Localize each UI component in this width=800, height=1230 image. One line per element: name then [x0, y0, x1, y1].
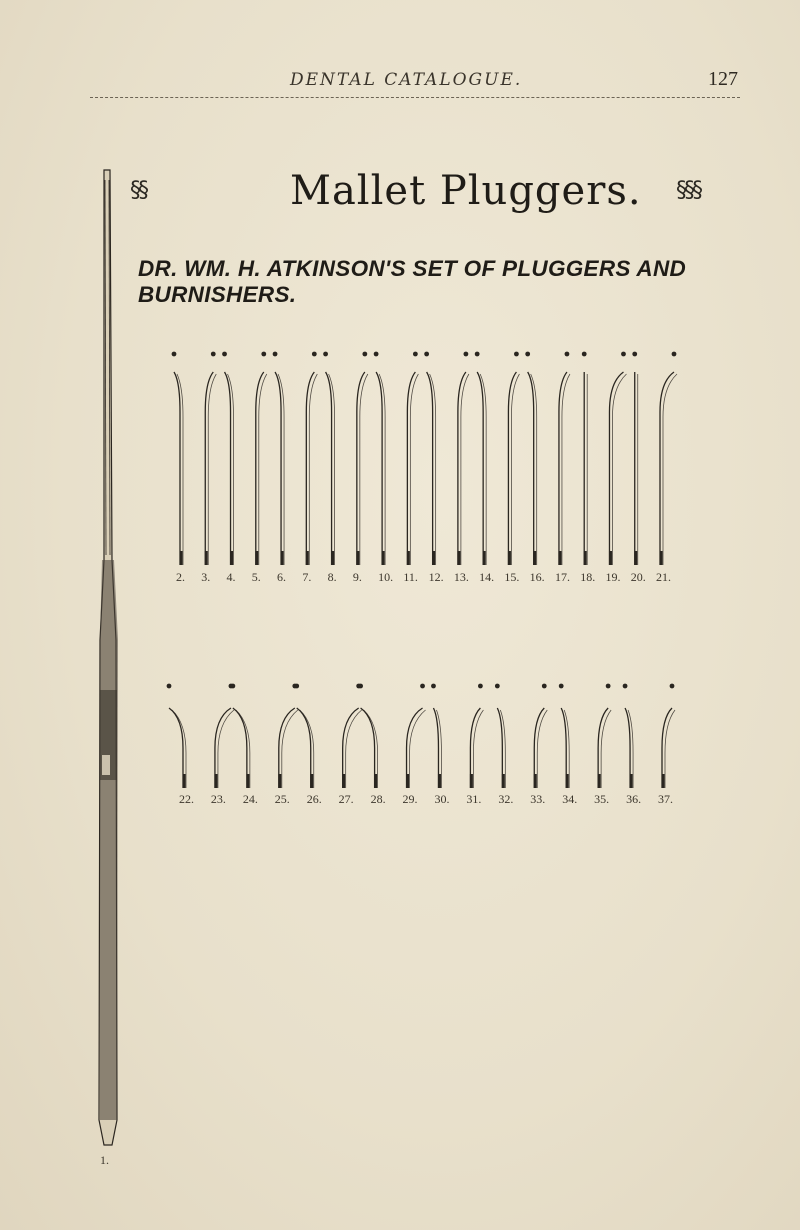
point-mark — [632, 352, 637, 357]
instrument-15 — [504, 352, 519, 584]
figure-number-label: 11. — [403, 570, 418, 584]
instrument-base — [214, 774, 217, 788]
point-mark — [362, 352, 367, 357]
instrument-base — [281, 551, 284, 565]
figure-number-label: 32. — [498, 792, 514, 806]
figure-number-label: 30. — [434, 792, 450, 806]
instrument-shank-edge — [511, 374, 519, 565]
instrument-base — [483, 551, 486, 565]
point-mark — [172, 352, 177, 357]
instrument-29 — [403, 684, 426, 806]
instrument-26 — [294, 684, 321, 806]
instrument-base — [306, 551, 309, 565]
instrument-13 — [454, 352, 469, 584]
instrument-shank — [561, 708, 566, 788]
figure-number-label: 13. — [453, 570, 469, 584]
point-mark — [167, 684, 172, 689]
instrument-shank-edge — [208, 374, 216, 565]
figure-number-label: 28. — [370, 792, 386, 806]
instrument-shank-edge — [473, 710, 483, 788]
figure-number-label: 6. — [277, 570, 287, 584]
ornament-left-icon: §§ — [130, 178, 146, 203]
instrument-shank-edge — [259, 374, 267, 565]
instrument-base — [502, 774, 505, 788]
instrument-base — [584, 551, 587, 565]
figure-number-label: 26. — [306, 792, 322, 806]
instrument-base — [205, 551, 208, 565]
instrument-16 — [525, 352, 544, 584]
figure-number-label: 20. — [630, 570, 646, 584]
instrument-base — [180, 551, 183, 565]
point-mark — [525, 352, 530, 357]
instrument-base — [310, 774, 313, 788]
instrument-shank — [225, 372, 231, 565]
figure-number-label: 4. — [226, 570, 236, 584]
instrument-30 — [431, 684, 449, 806]
instrument-base — [470, 774, 473, 788]
figure-number-label: 37. — [658, 792, 673, 806]
figure-number-label: 16. — [529, 570, 545, 584]
point-mark — [495, 684, 500, 689]
point-mark — [478, 684, 483, 689]
point-mark — [424, 352, 429, 357]
instrument-base — [660, 551, 663, 565]
instrument-3 — [201, 352, 216, 584]
section-title: Mallet Pluggers. — [290, 168, 642, 214]
figure-number-label: 36. — [626, 792, 642, 806]
instrument-21 — [656, 352, 677, 584]
instrument-shank — [275, 372, 281, 565]
point-mark — [670, 684, 675, 689]
figure-number-label: 14. — [479, 570, 495, 584]
instrument-6 — [273, 352, 286, 584]
row-2-instruments — [167, 684, 675, 806]
instrument-shank-edge — [663, 374, 677, 565]
instrument-shank-edge — [461, 374, 469, 565]
figure-number-label: 29. — [402, 792, 418, 806]
instrument-14 — [475, 352, 494, 584]
instrument-base — [438, 774, 441, 788]
instrument-base — [662, 774, 665, 788]
instrument-base — [342, 774, 345, 788]
instrument-31 — [466, 684, 483, 806]
instrument-28 — [358, 684, 385, 806]
instrument-8 — [323, 352, 336, 584]
instrument-shank-edge — [601, 710, 611, 788]
ornament-right-icon: §§§ — [676, 178, 700, 203]
instrument-base — [278, 774, 281, 788]
instrument-base — [634, 551, 637, 565]
point-mark — [294, 684, 299, 689]
instrument-shank — [169, 708, 183, 788]
instrument-shank — [297, 708, 311, 788]
point-mark — [514, 352, 519, 357]
instrument-7 — [302, 352, 317, 584]
point-mark — [623, 684, 628, 689]
instrument-shank — [433, 708, 438, 788]
instrument-27 — [339, 684, 362, 806]
figure-number-label: 22. — [179, 792, 194, 806]
figure-number-label: 12. — [428, 570, 444, 584]
instrument-32 — [495, 684, 513, 806]
instrument-base — [432, 551, 435, 565]
instrument-17 — [555, 352, 570, 584]
figure-number-label: 21. — [656, 570, 671, 584]
instrument-9 — [353, 352, 368, 584]
figure-number-label: 17. — [554, 570, 570, 584]
instrument-shank-edge — [360, 374, 368, 565]
point-mark — [230, 684, 235, 689]
figure-number-label: 18. — [580, 570, 596, 584]
figure-number-label: 8. — [327, 570, 337, 584]
instrument-2 — [172, 352, 185, 584]
instrument-shank-edge — [410, 374, 418, 565]
instrument-shank-edge — [218, 710, 234, 788]
figure-number-label: 31. — [466, 792, 482, 806]
instrument-base — [558, 551, 561, 565]
row-1-instruments — [172, 352, 677, 584]
point-mark — [261, 352, 266, 357]
instrument-4 — [222, 352, 235, 584]
point-mark — [323, 352, 328, 357]
instrument-23 — [211, 684, 234, 806]
instrument-shank — [376, 372, 382, 565]
instrument-base — [630, 774, 633, 788]
instrument-shank — [609, 372, 623, 565]
instrument-shank-edge — [562, 374, 570, 565]
instrument-shank-edge — [410, 710, 426, 788]
figure-number-label: 2. — [176, 570, 185, 584]
point-mark — [211, 352, 216, 357]
figure-number-label: 10. — [378, 570, 394, 584]
instrument-33 — [530, 684, 547, 806]
instrument-shank — [497, 708, 502, 788]
instrument-base — [382, 551, 385, 565]
point-mark — [312, 352, 317, 357]
figure-number-label: 23. — [210, 792, 226, 806]
instrument-base — [356, 551, 359, 565]
instrument-shank-edge — [612, 374, 626, 565]
instrument-shank-edge — [665, 710, 675, 788]
figure-number-label: 3. — [201, 570, 211, 584]
figure-number-label: 27. — [338, 792, 354, 806]
point-mark — [222, 352, 227, 357]
instrument-shank — [326, 372, 332, 565]
instrument-base — [255, 551, 258, 565]
instrument-11 — [403, 352, 418, 584]
point-mark — [582, 352, 587, 357]
instrument-shank-edge — [282, 710, 298, 788]
instrument-base — [406, 774, 409, 788]
instrument-base — [374, 774, 377, 788]
point-mark — [431, 684, 436, 689]
instrument-shank — [528, 372, 534, 565]
instrument-base — [331, 551, 334, 565]
instrument-base — [183, 774, 186, 788]
point-mark — [559, 684, 564, 689]
instrument-shank-edge — [309, 374, 317, 565]
figure-number-label: 15. — [504, 570, 520, 584]
instrument-34 — [559, 684, 577, 806]
point-mark — [565, 352, 570, 357]
figure-number-label: 35. — [594, 792, 610, 806]
point-mark — [463, 352, 468, 357]
instrument-37 — [658, 684, 675, 806]
point-mark — [621, 352, 626, 357]
instrument-base — [566, 774, 569, 788]
point-mark — [672, 352, 677, 357]
point-mark — [606, 684, 611, 689]
instrument-20 — [631, 352, 646, 584]
figure-number-label: 9. — [352, 570, 362, 584]
figure-number-label: 25. — [274, 792, 290, 806]
instrument-35 — [594, 684, 611, 806]
handle-figure-label: 1. — [100, 1153, 109, 1167]
point-mark — [420, 684, 425, 689]
instrument-shank — [427, 372, 433, 565]
instrument-18 — [580, 352, 595, 584]
instrument-shank — [660, 372, 674, 565]
point-mark — [475, 352, 480, 357]
instrument-base — [609, 551, 612, 565]
instrument-shank — [233, 708, 247, 788]
instrument-12 — [424, 352, 443, 584]
instrument-base — [246, 774, 249, 788]
instrument-19 — [605, 352, 626, 584]
instrument-25 — [275, 684, 298, 806]
figure-number-label: 19. — [605, 570, 621, 584]
instrument-10 — [374, 352, 393, 584]
instrument-shank — [625, 708, 630, 788]
handle-figure — [99, 170, 118, 1167]
instrument-shank-edge — [346, 710, 362, 788]
instrument-22 — [167, 684, 194, 806]
point-mark — [542, 684, 547, 689]
section-subtitle: DR. WM. H. ATKINSON'S SET OF PLUGGERS AND BURNISHERS. — [138, 256, 687, 307]
instrument-shank — [361, 708, 375, 788]
instrument-36 — [623, 684, 641, 806]
instrument-base — [533, 551, 536, 565]
instrument-shank-edge — [537, 710, 547, 788]
point-mark — [413, 352, 418, 357]
instrument-base — [230, 551, 233, 565]
instrument-base — [508, 551, 511, 565]
instrument-24 — [230, 684, 257, 806]
figure-number-label: 7. — [302, 570, 312, 584]
instrument-base — [534, 774, 537, 788]
point-mark — [273, 352, 278, 357]
running-head-title: DENTAL CATALOGUE. — [290, 70, 523, 90]
point-mark — [374, 352, 379, 357]
instrument-shank — [174, 372, 180, 565]
instrument-shank — [477, 372, 483, 565]
instrument-base — [407, 551, 410, 565]
figure-number-label: 5. — [251, 570, 261, 584]
instrument-base — [598, 774, 601, 788]
figure-number-label: 33. — [530, 792, 546, 806]
instrument-base — [457, 551, 460, 565]
instrument-5 — [252, 352, 267, 584]
point-mark — [358, 684, 363, 689]
figure-number-label: 34. — [562, 792, 578, 806]
figure-number-label: 24. — [242, 792, 258, 806]
page-number: 127 — [708, 68, 738, 90]
